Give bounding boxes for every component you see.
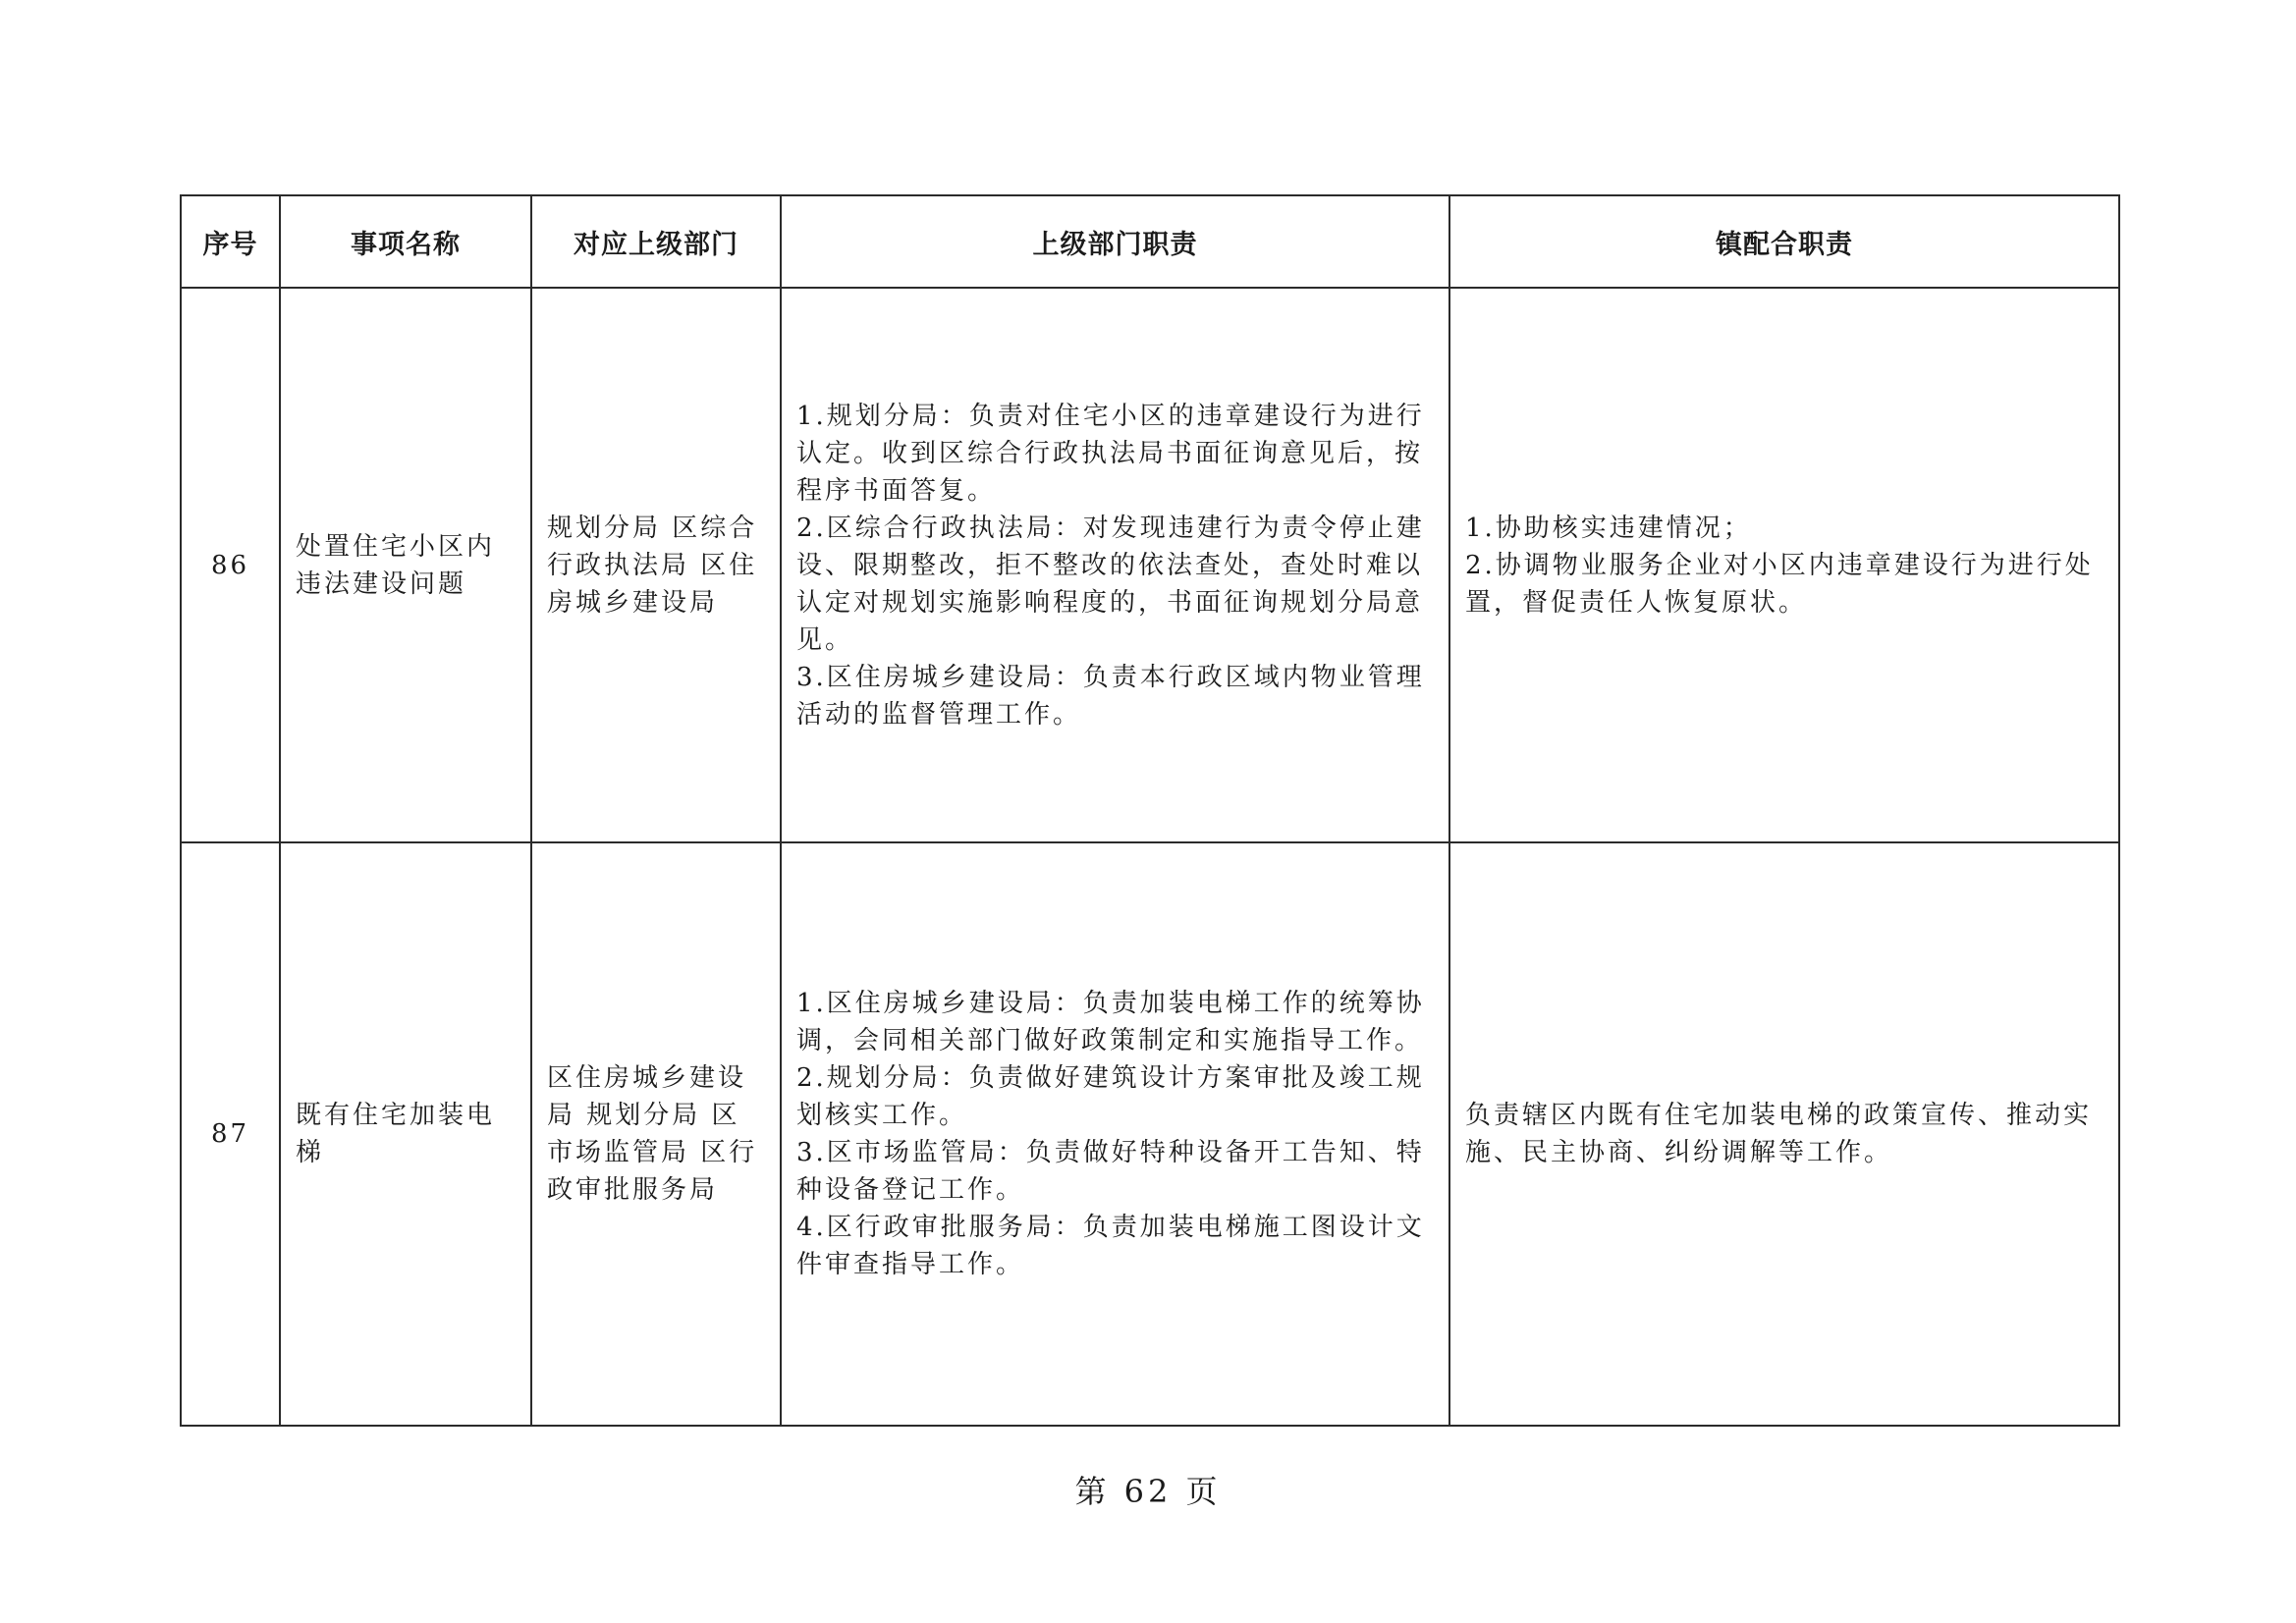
superior-dept-line: 局 规划分局 区 xyxy=(547,1101,740,1130)
serial-no-cell: 87 xyxy=(181,842,280,1426)
superior-duty-line: 划核实工作。 xyxy=(796,1101,968,1130)
superior-duty-line: 3.区住房城乡建设局：负责本行政区域内物业管理 xyxy=(796,662,1425,692)
superior-duty-line: 1.规划分局：负责对住宅小区的违章建设行为进行 xyxy=(796,401,1425,431)
serial-no-cell: 86 xyxy=(181,288,280,842)
superior-duty-line: 种设备登记工作。 xyxy=(796,1175,1025,1205)
town-duty-cell xyxy=(1449,288,2119,842)
superior-duty-cell xyxy=(781,842,1449,1426)
superior-duty-line: 认定对规划实施影响程度的，书面征询规划分局意 xyxy=(796,587,1424,618)
superior-duty-line: 3.区市场监管局：负责做好特种设备开工告知、特 xyxy=(796,1138,1425,1167)
duty-table xyxy=(180,194,2120,1427)
town-duty-cell xyxy=(1449,842,2119,1426)
superior-duty-line: 4.区行政审批服务局：负责加装电梯施工图设计文 xyxy=(796,1213,1425,1242)
item-name-line: 梯 xyxy=(296,1138,325,1167)
superior-dept-cell xyxy=(531,288,781,842)
superior-duty-line: 2.规划分局：负责做好建筑设计方案审批及竣工规 xyxy=(796,1063,1425,1093)
header-serial-no: 序号 xyxy=(181,195,280,288)
town-duty-line: 负责辖区内既有住宅加装电梯的政策宣传、推动实 xyxy=(1465,1101,2093,1130)
superior-dept-line: 政审批服务局 xyxy=(547,1175,719,1205)
header-item-name: 事项名称 xyxy=(280,195,531,288)
item-name-line: 违法建设问题 xyxy=(296,568,467,599)
header-superior-duty: 上级部门职责 xyxy=(781,195,1449,288)
town-duty-line: 置，督促责任人恢复原状。 xyxy=(1465,587,1808,618)
page-number: 第 62 页 xyxy=(1074,1473,1222,1510)
table-header-row xyxy=(181,195,2119,288)
superior-duty-line: 件审查指导工作。 xyxy=(796,1250,1025,1279)
superior-duty-cell xyxy=(781,288,1449,842)
superior-duty-line: 调，会同相关部门做好政策制定和实施指导工作。 xyxy=(796,1026,1424,1055)
superior-dept-line: 市场监管局 区行 xyxy=(547,1138,758,1167)
superior-dept-cell xyxy=(531,842,781,1426)
superior-duty-line: 程序书面答复。 xyxy=(796,475,997,506)
item-name-line: 处置住宅小区内 xyxy=(296,531,496,562)
superior-duty-line: 1.区住房城乡建设局：负责加装电梯工作的统筹协 xyxy=(796,989,1425,1018)
superior-dept-line: 区住房城乡建设 xyxy=(547,1063,747,1093)
table-row xyxy=(181,842,2119,1426)
town-duty-line: 2.协调物业服务企业对小区内违章建设行为进行处 xyxy=(1465,550,2094,580)
superior-duty-line: 2.区综合行政执法局：对发现违建行为责令停止建 xyxy=(796,513,1425,543)
superior-dept-line: 规划分局 区综合 xyxy=(547,513,758,543)
superior-duty-line: 设、限期整改，拒不整改的依法查处，查处时难以 xyxy=(796,550,1424,580)
table-row xyxy=(181,288,2119,842)
item-name-cell xyxy=(280,288,531,842)
superior-dept-line: 行政执法局 区住 xyxy=(547,550,758,580)
header-superior-dept: 对应上级部门 xyxy=(531,195,781,288)
superior-dept-line: 房城乡建设局 xyxy=(547,587,719,618)
item-name-line: 既有住宅加装电 xyxy=(296,1101,496,1130)
header-town-duty: 镇配合职责 xyxy=(1449,195,2119,288)
town-duty-line: 施、民主协商、纠纷调解等工作。 xyxy=(1465,1138,1893,1167)
superior-duty-line: 见。 xyxy=(796,624,854,655)
superior-duty-line: 认定。收到区综合行政执法局书面征询意见后，按 xyxy=(796,438,1424,468)
superior-duty-line: 活动的监督管理工作。 xyxy=(796,699,1082,730)
town-duty-line: 1.协助核实违建情况； xyxy=(1465,513,1752,543)
item-name-cell xyxy=(280,842,531,1426)
